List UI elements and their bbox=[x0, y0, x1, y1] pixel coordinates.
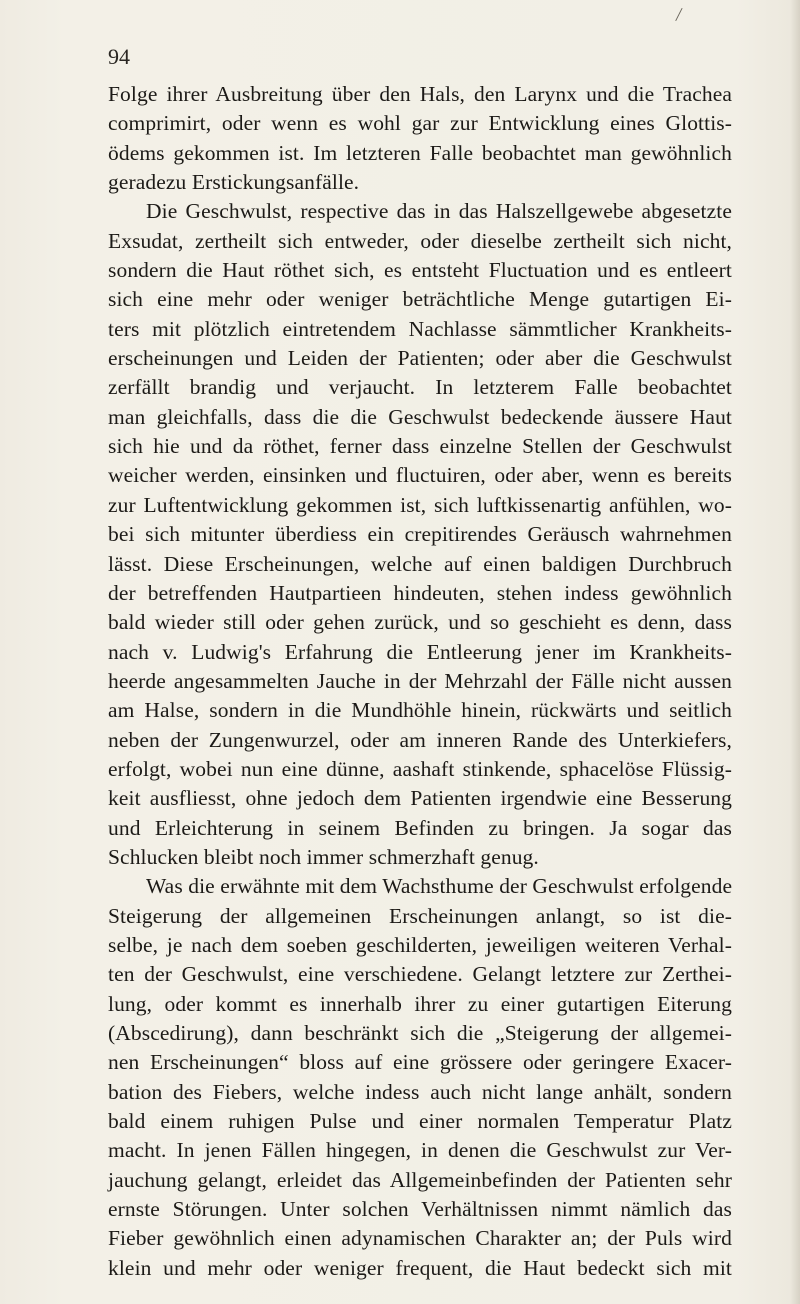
text-line: bei sich mitunter überdiess ein crepitirendes Geräusch wahrnehmen bbox=[108, 522, 732, 547]
text-line: sich eine mehr oder weniger beträchtliche Menge gutartigen Ei- bbox=[108, 287, 732, 312]
text-line: Steigerung der allgemeinen Erscheinungen anlangt, so ist die- bbox=[108, 903, 732, 928]
text-line: sondern die Haut röthet sich, es entsteht Fluctuation und es entleert bbox=[108, 258, 732, 283]
text-line: nach v. Ludwig's Erfahrung die Entleerung jener im Krankheits- bbox=[108, 639, 732, 664]
text-line: Schlucken bleibt noch immer schmerzhaft genug. bbox=[108, 844, 539, 869]
text-line: erscheinungen und Leiden der Patienten; oder aber die Geschwulst bbox=[108, 346, 732, 371]
text-line: bation des Fiebers, welche indess auch nicht lange anhält, sondern bbox=[108, 1079, 732, 1104]
text-line: zur Luftentwicklung gekommen ist, sich luftkissenartig anfühlen, wo- bbox=[108, 492, 732, 517]
text-line: Die Geschwulst, respective das in das Halszellgewebe abgesetzte bbox=[146, 199, 732, 224]
text-line: ten der Geschwulst, eine verschiedene. Gelangt letztere zur Zerthei- bbox=[108, 962, 732, 987]
text-line: man gleichfalls, dass die die Geschwulst bedeckende äussere Haut bbox=[108, 404, 732, 429]
text-line: ödems gekommen ist. Im letzteren Falle beobachtet man gewöhnlich bbox=[108, 140, 732, 165]
text-line: ters mit plötzlich eintretendem Nachlasse sämmtlicher Krankheits- bbox=[108, 316, 732, 341]
body-text bbox=[108, 80, 732, 1283]
text-line: selbe, je nach dem soeben geschilderten, jeweiligen weiteren Verhal- bbox=[108, 932, 732, 957]
text-line: jauchung gelangt, erleidet das Allgemeinbefinden der Patienten sehr bbox=[108, 1167, 732, 1192]
text-line: geradezu Erstickungsanfälle. bbox=[108, 170, 360, 195]
text-line: klein und mehr oder weniger frequent, die Haut bedeckt sich mit bbox=[108, 1255, 732, 1280]
text-line: (Abscedirung), dann beschränkt sich die „Steigerung der allgemei- bbox=[108, 1021, 732, 1045]
text-line: bald einem ruhigen Pulse und einer normalen Temperatur Platz bbox=[108, 1109, 732, 1134]
text-line: macht. In jenen Fällen hingegen, in denen die Geschwulst zur Ver- bbox=[108, 1138, 732, 1163]
text-line: lässt. Diese Erscheinungen, welche auf einen baldigen Durchbruch bbox=[108, 551, 732, 576]
text-line: neben der Zungenwurzel, oder am inneren Rande des Unterkiefers, bbox=[108, 727, 732, 752]
text-line: weicher werden, einsinken und fluctuiren, oder aber, wenn es bereits bbox=[108, 463, 732, 488]
page-number: 94 bbox=[108, 44, 130, 69]
text-line: ernste Störungen. Unter solchen Verhältnissen nimmt nämlich das bbox=[108, 1197, 732, 1222]
text-line: Exsudat, zertheilt sich entweder, oder dieselbe zertheilt sich nicht, bbox=[108, 228, 732, 253]
text-line: erfolgt, wobei nun eine dünne, aashaft stinkende, sphacelöse Flüssig- bbox=[108, 756, 732, 781]
text-line: heerde angesammelten Jauche in der Mehrzahl der Fälle nicht aussen bbox=[108, 668, 732, 693]
corner-pencil-mark: / bbox=[674, 3, 684, 27]
text-line: nen Erscheinungen“ bloss auf eine grössere oder geringere Exacer- bbox=[108, 1050, 732, 1075]
text-line: Was die erwähnte mit dem Wachsthume der Geschwulst erfolgende bbox=[146, 874, 733, 899]
text-line: Fieber gewöhnlich einen adynamischen Charakter an; der Puls wird bbox=[108, 1226, 732, 1251]
page-edge-shadow bbox=[790, 0, 800, 1304]
text-line: comprimirt, oder wenn es wohl gar zur Entwicklung eines Glottis- bbox=[108, 111, 732, 136]
text-line: sich hie und da röthet, ferner dass einzelne Stellen der Geschwulst bbox=[108, 434, 732, 459]
text-line: keit ausfliesst, ohne jedoch dem Patienten irgendwie eine Besserung bbox=[108, 786, 732, 811]
text-line: lung, oder kommt es innerhalb ihrer zu einer gutartigen Eiterung bbox=[108, 991, 732, 1016]
text-line: Folge ihrer Ausbreitung über den Hals, den Larynx und die Trachea bbox=[108, 82, 732, 106]
text-line: zerfällt brandig und verjaucht. In letzterem Falle beobachtet bbox=[108, 375, 732, 400]
text-line: und Erleichterung in seinem Befinden zu bringen. Ja sogar das bbox=[108, 815, 732, 840]
text-line: am Halse, sondern in die Mundhöhle hinein, rückwärts und seitlich bbox=[108, 698, 732, 723]
text-line: der betreffenden Hautpartieen hindeuten, stehen indess gewöhnlich bbox=[108, 580, 732, 605]
text-line: bald wieder still oder gehen zurück, und so geschieht es denn, dass bbox=[108, 610, 732, 635]
